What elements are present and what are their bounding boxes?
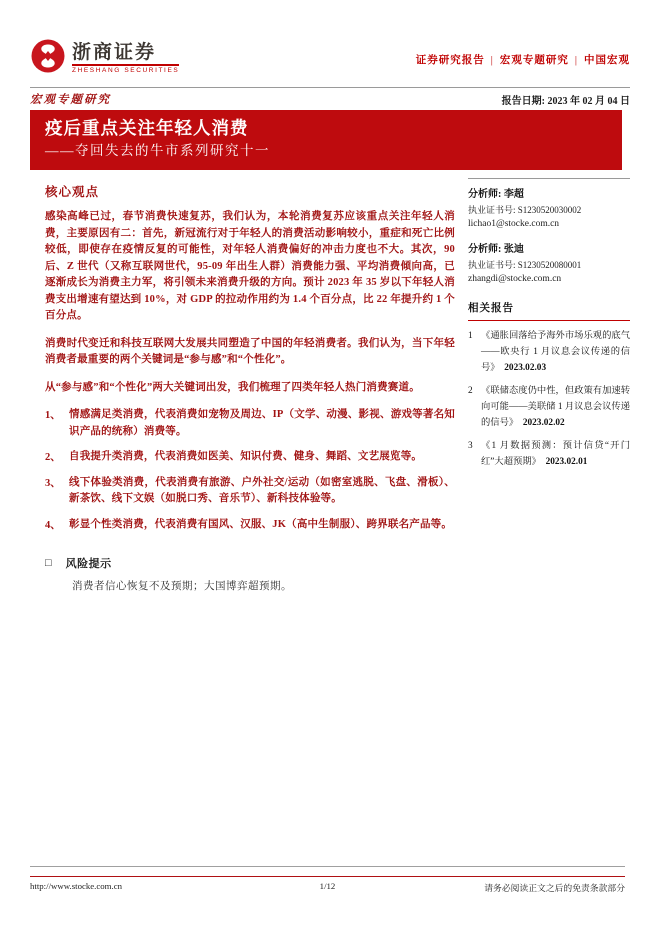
list-item-text: 线下体验类消费，代表消费有旅游、户外社交/运动（如密室逃脱、飞盘、滑板）、新茶饮、线下文娱（如脱口秀、音乐节）、新科技体验等。 (69, 476, 455, 504)
header (30, 0, 630, 79)
risk-body: 消费者信心恢复不及预期；大国博弈超预期。 (72, 581, 292, 592)
sidebar (468, 178, 630, 593)
report-category-nav (416, 52, 630, 67)
analyst-email: lichao1@stocke.com.cn (468, 219, 560, 229)
analyst-block (468, 185, 630, 229)
list-item (45, 449, 455, 466)
related-report-item (468, 328, 630, 376)
related-reports-heading: 相关报告 (468, 300, 630, 321)
related-report-title (481, 328, 630, 376)
header-divider (30, 87, 630, 88)
nav-separator: | (574, 55, 578, 66)
list-item-number: 4、 (45, 519, 61, 531)
related-report-title-text: 《通胀回落给予海外市场乐观的底气——欧央行 1 月议息会议传递的信号》 (481, 331, 630, 373)
footer-divider-red (30, 876, 625, 877)
footer-divider-gray (30, 866, 625, 867)
report-title: 疫后重点关注年轻人消费 (45, 118, 249, 138)
footer-disclaimer: 请务必阅读正文之后的免责条款部分 (484, 883, 625, 893)
related-report-date: 2023.02.03 (504, 363, 547, 373)
content-area (30, 178, 630, 593)
related-report-item (468, 438, 630, 470)
nav-item-research-type: 宏观专题研究 (499, 55, 569, 66)
list-item-number: 2、 (45, 452, 61, 463)
nav-separator: | (490, 55, 494, 66)
related-report-date: 2023.02.01 (545, 457, 588, 467)
zheshang-logo-icon (30, 38, 66, 79)
list-item-text: 彰显个性类消费，代表消费有国风、汉服、JK（高中生制服）、跨界联名产品等。 (69, 518, 453, 530)
related-report-index: 3 (468, 441, 473, 451)
brand-name-cn: 浙商证券 (72, 42, 157, 63)
list-item-text: 情感满足类消费，代表消费如宠物及周边、IP（文学、动漫、影视、游戏等著名知识产品的统称）消费等。 (69, 409, 455, 437)
core-views-heading: 核心观点 (45, 185, 100, 199)
related-report-title (481, 438, 630, 470)
core-views-column (45, 178, 455, 593)
analyst-email: zhangdi@stocke.com.cn (468, 274, 562, 284)
report-date: 报告日期: 2023 年 02 月 04 日 (501, 95, 630, 107)
list-item (45, 475, 455, 508)
footer-row (30, 881, 625, 894)
title-banner (30, 110, 622, 170)
risk-section (45, 555, 455, 593)
related-report-title-text: 《1 月数据预测：预计信贷“开门红”大超预期》 (481, 441, 630, 467)
analyst-block (468, 240, 630, 284)
footer-website-url: http://www.stocke.com.cn (30, 881, 123, 891)
list-item-text: 自我提升类消费，代表消费如医美、知识付费、健身、舞蹈、文艺展览等。 (69, 451, 423, 462)
header-subrow (30, 89, 630, 109)
risk-heading: 风险提示 (65, 558, 112, 570)
report-subtitle: ——夺回失去的牛市系列研究十一 (45, 143, 270, 158)
analyst-cert-number: 执业证书号: S1230520080001 (468, 260, 582, 270)
brand-name-en: ZHESHANG SECURITIES (72, 64, 179, 74)
related-report-item (468, 383, 630, 431)
list-item (45, 517, 455, 534)
list-item-number: 3、 (45, 477, 61, 489)
nav-item-region: 中国宏观 (584, 55, 630, 66)
page-footer (30, 866, 625, 894)
related-report-index: 1 (468, 331, 473, 341)
related-report-index: 2 (468, 386, 473, 396)
square-bullet-icon: □ (45, 556, 52, 569)
report-type-label: 宏观专题研究 (30, 94, 111, 106)
analyst-cert-number: 执业证书号: S1230520030002 (468, 205, 582, 215)
related-report-title (481, 383, 630, 431)
core-views-paragraph: 感染高峰已过，春节消费快速复苏，我们认为，本轮消费复苏应该重点关注年轻人消费，主要原因有二：首先，新冠流行对于年轻人的消费活动影响较小，重症和死亡比例较低，即使存在疫情反复的可能性，对年轻人消费偏好的冲击力度也不大。其次，90 后、Z 世代（又称互联网世代，95-09 年出生人群）消费能力强、平均消费倾向高，已逐渐成长为消费主力军，将引领未来消费升级的方向。预计 2023 年 35 岁以下年轻人消费支出增速有望达到 10%，对 GDP 的拉动作用约为 1.4 个百分点，比 22 年提升约 1 个百分点。 (45, 211, 455, 321)
risk-header (45, 555, 455, 571)
consumption-track-list (45, 407, 455, 533)
analyst-name: 分析师: 李超 (468, 189, 524, 200)
core-views-paragraph: 从“参与感”和“个性化”两大关键词出发，我们梳理了四类年轻人热门消费赛道。 (45, 381, 420, 393)
brand-logo (30, 38, 179, 79)
page-number: 1/12 (319, 881, 336, 891)
list-item (45, 407, 455, 440)
analyst-name: 分析师: 张迪 (468, 244, 524, 255)
related-report-date: 2023.02.02 (522, 418, 565, 428)
nav-item-report-series: 证券研究报告 (415, 55, 485, 66)
related-report-title-text: 《联储态度仍中性，但政策有加速转向可能——美联储 1 月议息会议传递的信号》 (481, 386, 630, 428)
list-item-number: 1、 (45, 410, 61, 421)
core-views-paragraph: 消费时代变迁和科技互联网大发展共同塑造了中国的年轻消费者。我们认为，当下年轻消费者最重要的两个关键词是“参与感”和“个性化”。 (45, 337, 455, 365)
